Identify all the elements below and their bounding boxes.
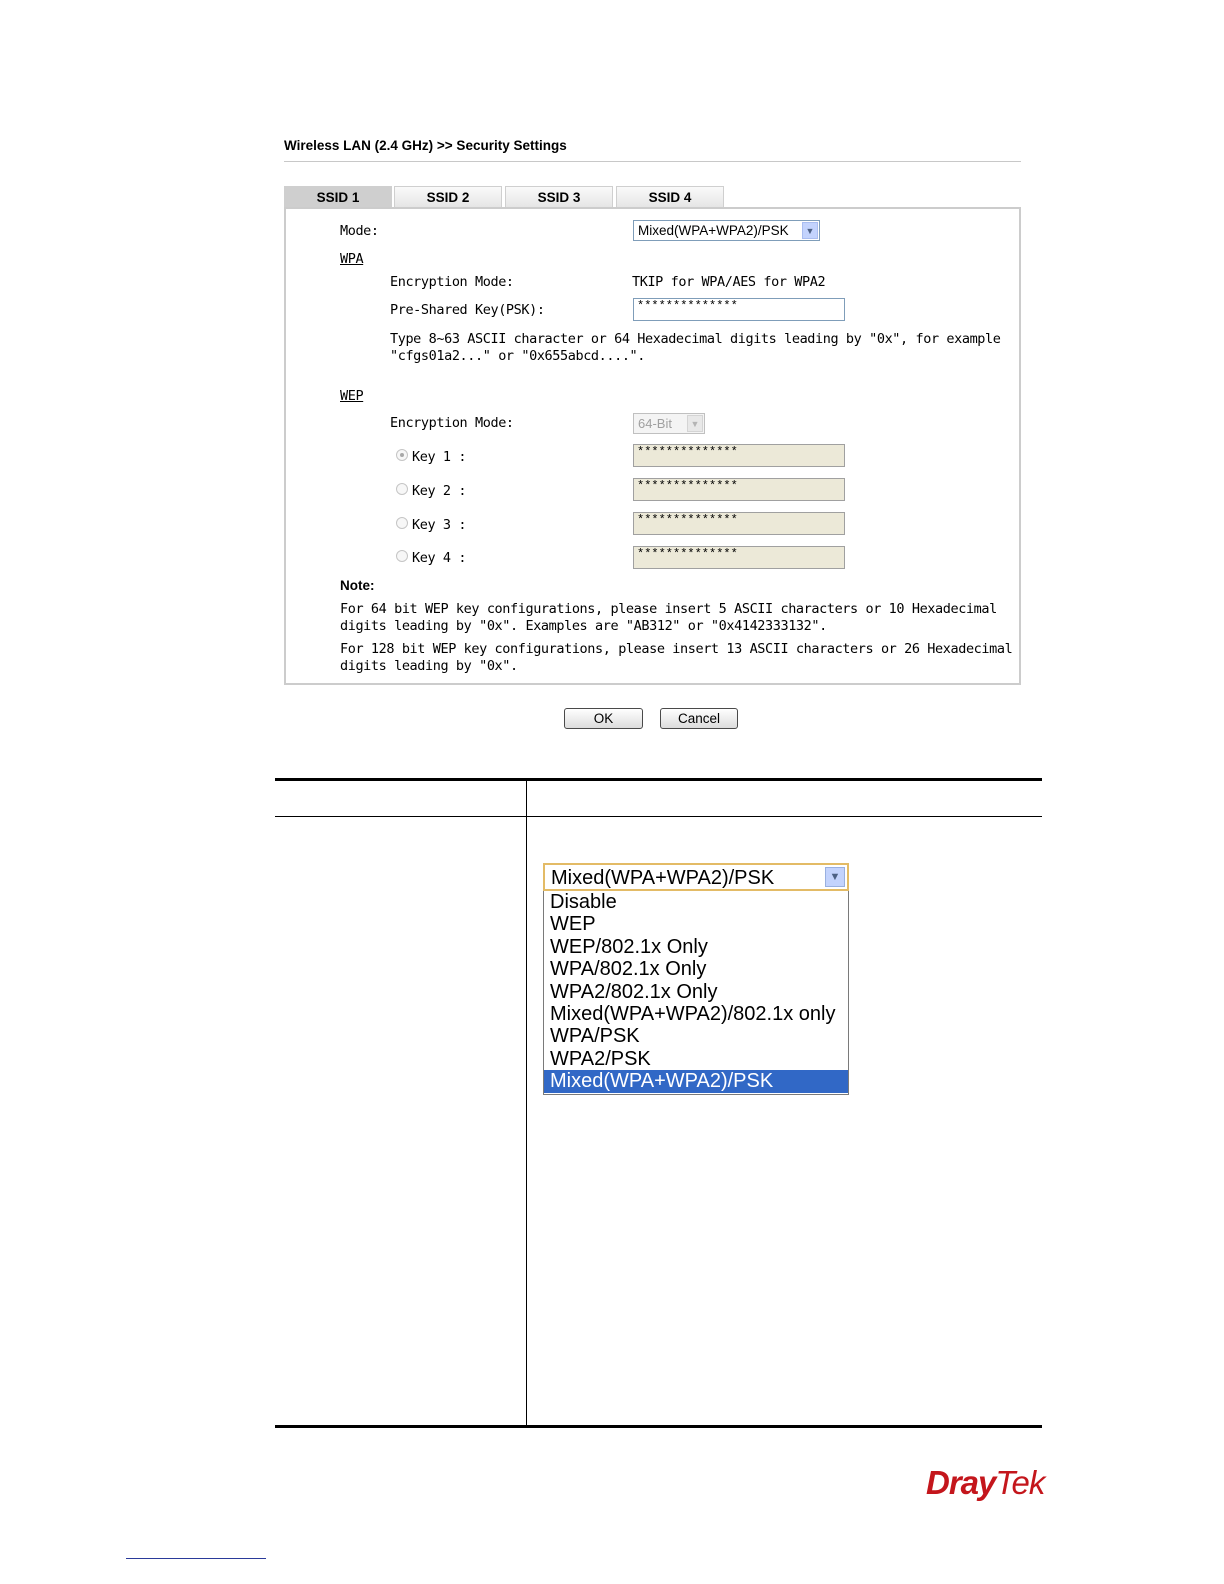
mode-label: Mode:: [340, 223, 379, 239]
wpa-encryption-label: Encryption Mode:: [390, 274, 514, 290]
dropdown-option-disable[interactable]: Disable: [550, 891, 617, 913]
note-64bit-line1: For 64 bit WEP key configurations, please insert 5 ASCII characters or 10 Hexadecimal: [340, 601, 997, 617]
cancel-button[interactable]: Cancel: [660, 708, 738, 729]
ok-button[interactable]: OK: [564, 708, 643, 729]
key-3-radio[interactable]: [396, 517, 408, 529]
note-heading: Note:: [340, 578, 375, 593]
logo-tek: Tek: [995, 1464, 1045, 1501]
dropdown-option-wep[interactable]: WEP: [550, 913, 596, 936]
dropdown-option-wep-8021x[interactable]: WEP/802.1x Only: [550, 935, 708, 958]
logo-dray: Dray: [926, 1464, 996, 1501]
key-4-input[interactable]: **************: [633, 546, 845, 569]
tab-ssid-2[interactable]: SSID 2: [394, 186, 502, 208]
tab-ssid-3[interactable]: SSID 3: [505, 186, 613, 208]
dropdown-option-wpa-8021x[interactable]: WPA/802.1x Only: [550, 958, 707, 981]
key-4-radio[interactable]: [396, 550, 408, 562]
key-2-radio[interactable]: [396, 483, 408, 495]
draytek-logo: [926, 1464, 1044, 1502]
key-2-label: Key 2 :: [412, 483, 467, 499]
wep-heading: WEP: [340, 388, 364, 404]
title-divider: [284, 161, 1021, 162]
wep-encryption-value: 64-Bit: [638, 416, 672, 431]
psk-hint-line1: Type 8~63 ASCII character or 64 Hexadecimal digits leading by "0x", for example: [390, 331, 1001, 347]
psk-label: Pre-Shared Key(PSK):: [390, 302, 545, 318]
psk-hint-line2: "cfgs01a2..." or "0x655abcd....".: [390, 348, 646, 364]
key-3-label: Key 3 :: [412, 517, 467, 533]
dropdown-option-wpa-psk[interactable]: WPA/PSK: [550, 1025, 640, 1048]
table-column-divider: [526, 781, 527, 1428]
mode-dropdown-list: [543, 891, 849, 1095]
key-1-radio[interactable]: [396, 449, 408, 461]
key-3-input[interactable]: **************: [633, 512, 845, 535]
wep-encryption-select[interactable]: [633, 413, 705, 434]
mode-select-value: Mixed(WPA+WPA2)/PSK: [638, 223, 789, 238]
wep-encryption-label: Encryption Mode:: [390, 415, 514, 431]
mode-dropdown[interactable]: [543, 863, 849, 891]
key-4-label: Key 4 :: [412, 550, 467, 566]
note-128bit-line2: digits leading by "0x".: [340, 658, 518, 674]
dropdown-option-wpa2-8021x[interactable]: WPA2/802.1x Only: [550, 980, 718, 1003]
note-64bit-line2: digits leading by "0x". Examples are "AB312" or "0x4142333132".: [340, 618, 827, 634]
chevron-down-icon: ▼: [802, 222, 818, 239]
psk-input[interactable]: **************: [633, 298, 845, 321]
chevron-down-icon: ▼: [687, 415, 703, 432]
table-bottom-rule: [275, 1425, 1042, 1428]
mode-select[interactable]: [633, 220, 820, 241]
key-1-label: Key 1 :: [412, 449, 467, 465]
dropdown-option-mixed-psk[interactable]: Mixed(WPA+WPA2)/PSK: [544, 1070, 848, 1092]
chevron-down-icon: ▼: [825, 867, 845, 887]
page-title: Wireless LAN (2.4 GHz) >> Security Settings: [284, 138, 567, 153]
footer-link-underline: [126, 1558, 266, 1559]
dropdown-option-mixed-8021x[interactable]: Mixed(WPA+WPA2)/802.1x only: [550, 1002, 836, 1025]
key-2-input[interactable]: **************: [633, 478, 845, 501]
tab-ssid-1[interactable]: SSID 1: [284, 186, 392, 208]
mode-dropdown-value: Mixed(WPA+WPA2)/PSK: [551, 867, 775, 889]
tab-ssid-4[interactable]: SSID 4: [616, 186, 724, 208]
key-1-input[interactable]: **************: [633, 444, 845, 467]
note-128bit-line1: For 128 bit WEP key configurations, please insert 13 ASCII characters or 26 Hexadecimal: [340, 641, 1013, 657]
wpa-encryption-value: TKIP for WPA/AES for WPA2: [632, 274, 826, 290]
table-top-rule: [275, 778, 1042, 781]
dropdown-option-wpa2-psk[interactable]: WPA2/PSK: [550, 1047, 651, 1070]
table-header-rule: [275, 816, 1042, 817]
wpa-heading: WPA: [340, 251, 364, 267]
